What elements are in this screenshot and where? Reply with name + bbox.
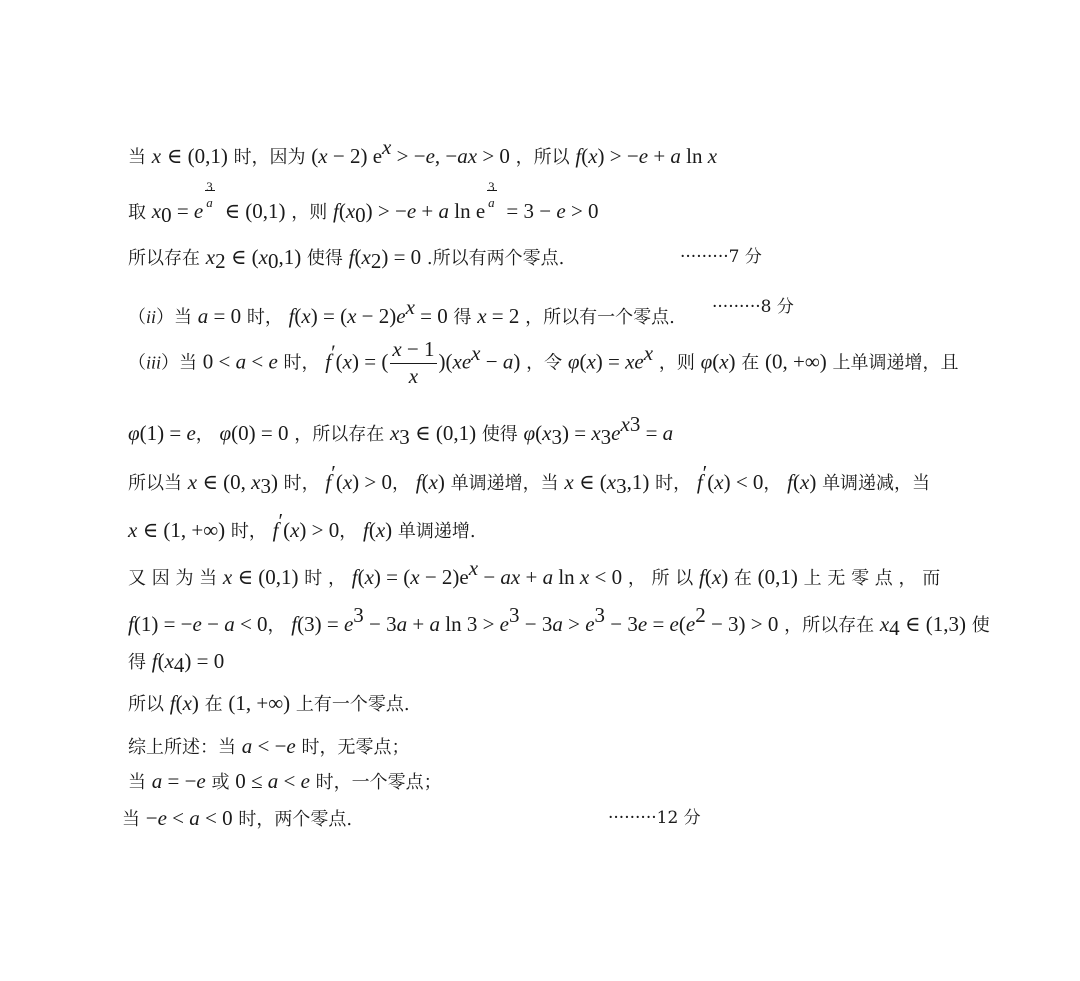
solution-line-5: （iii）当 0 < a < e 时， f′(x) = ( $\frac{x - 1}{x}$ )$(xe^x - a)$ ，令 $\varphi(x) = xe^x$ ，则 φ(x) 在 (0, +∞) 上单调递增，且: [128, 337, 959, 388]
solution-line-9: 又 因 为 当 x ∈ (0,1) 时 ， $f(x) = (x - 2)e^x$ − ax + a ln x < 0 ， 所 以 f(x) 在 (0,1) 上 无 零 点 ， 而: [128, 556, 941, 589]
solution-line-6: φ(1) = e， φ(0) = 0 ，所以存在 $x_3$ ∈ (0,1) 使得 $\varphi(x_3) = x_3e^{x3} = a$: [128, 412, 674, 449]
solution-line-1: 当 x ∈ (0,1) 时，因为 (x − 2) $e^x > -e$, −ax > 0 ，所以 f(x) > −e + a ln x: [128, 135, 718, 168]
solution-line-12: 所以 f(x) 在 (1, +∞) 上有一个零点.: [128, 691, 410, 715]
solution-line-7: 所以当 x ∈ (0, $x_3$) 时， f′(x) > 0， f(x) 单调递增，当 x ∈ $(x_3,1)$ 时， f′(x) < 0， f(x) 单调递减，当: [128, 461, 931, 498]
solution-line-8: x ∈ (1, +∞) 时， f′(x) > 0， f(x) 单调递增.: [128, 509, 476, 542]
score-marker-7: ·········7 分: [680, 247, 762, 267]
solution-line-15: 当 −e < a < 0 时，两个零点.: [122, 806, 353, 830]
solution-line-4: （ii）当 a = 0 时， $f(x) = (x - 2)e^x = 0$ 得 x = 2 ，所以有一个零点.: [128, 295, 675, 328]
score-marker-12: ·········12 分: [608, 808, 701, 828]
solution-line-3: 所以存在 $x_2$ ∈ $(x_0,1)$ 使得 $f(x_2) = 0$ .所以有两个零点.: [128, 245, 565, 273]
solution-line-14: 当 a = −e 或 0 ≤ a < e 时，一个零点；: [128, 769, 442, 793]
solution-line-2: 取 $x_0 = e$ 3 a ∈ (0,1) ，则 $f(x_0) > -e + a$ ln e 3 a = 3 − e > 0: [128, 179, 599, 227]
solution-line-11: 得 $f(x_4) = 0$: [128, 649, 225, 677]
solution-line-10: f(1) = −e − a < 0， $f(3) = e^3 - 3a + a$ $\ln 3 > e^3 - 3a > e^3 - 3e = e(e^2 - 3) > 0$ ，所以存在 $x_4$ ∈ (1,3) 使: [128, 603, 990, 640]
solution-line-13: 综上所述：当 a < −e 时，无零点；: [128, 734, 410, 758]
score-marker-8: ·········8 分: [712, 297, 794, 317]
